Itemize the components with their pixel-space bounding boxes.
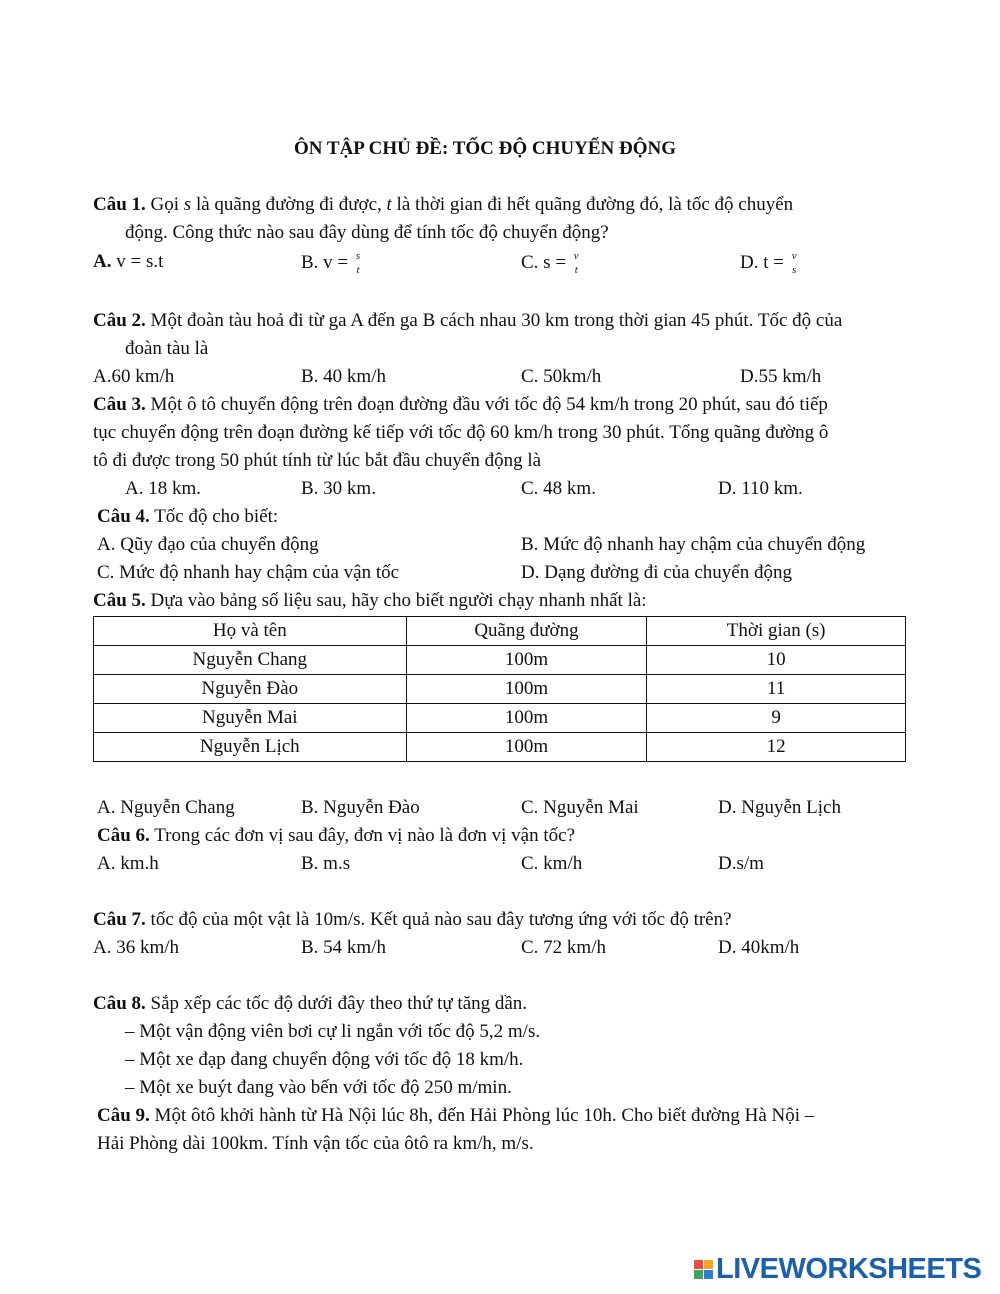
logo-text: LIVEWORKSHEETS [716,1252,982,1285]
question-6: Câu 6. Trong các đơn vị sau đây, đơn vị nào là đơn vị vận tốc? [97,825,575,846]
table-cell: 12 [647,733,906,762]
table-header-cell: Họ và tên [94,617,407,646]
question-5-option-a[interactable]: A. Nguyễn Chang [97,797,235,818]
question-3-line-3: tô đi được trong 50 phút tính từ lúc bắt đầu chuyển động là [93,450,542,471]
question-1: Câu 1. Gọi s là quãng đường đi được, t là thời gian đi hết quãng đường đó, là tốc độ chuyển [93,194,794,215]
question-4-option-c[interactable]: C. Mức độ nhanh hay chậm của vận tốc [97,562,400,583]
question-5: Câu 5. Dựa vào bảng số liệu sau, hãy cho biết người chạy nhanh nhất là: [93,590,647,611]
question-1-label: Câu 1. [93,194,146,215]
liveworksheets-logo [694,1253,981,1285]
question-2-line-2: đoàn tàu là [125,338,209,359]
question-8-item-3: – Một xe buýt đang vào bến với tốc độ 250 m/min. [125,1077,512,1098]
question-9-line-2: Hải Phòng dài 100km. Tính vận tốc của ôtô ra km/h, m/s. [97,1133,534,1154]
table-cell: 100m [406,704,647,733]
question-6-option-c[interactable]: C. km/h [521,853,583,874]
table-cell: 100m [406,733,647,762]
logo-blocks-icon [694,1260,713,1279]
table-cell: 100m [406,675,647,704]
question-3-option-d[interactable]: D. 110 km. [718,478,803,499]
table-cell: Nguyễn Đào [94,675,407,704]
table-cell: 9 [647,704,906,733]
question-7: Câu 7. tốc độ của một vật là 10m/s. Kết quả nào sau đây tương ứng với tốc độ trên? [93,909,732,930]
question-7-option-d[interactable]: D. 40km/h [718,937,800,958]
fraction: v t [573,250,579,276]
question-4-option-d[interactable]: D. Dạng đường đi của chuyển động [521,562,792,583]
table-row [94,733,906,762]
question-1-line-2: động. Công thức nào sau đây dùng để tính tốc độ chuyển động? [125,222,609,243]
question-1-option-b[interactable]: B. v = s t [301,250,361,276]
question-4-option-b[interactable]: B. Mức độ nhanh hay chậm của chuyển động [521,534,866,555]
question-1-option-c[interactable]: C. s = v t [521,250,579,276]
table-cell: Nguyễn Chang [94,646,407,675]
table-cell: 11 [647,675,906,704]
question-7-option-a[interactable]: A. 36 km/h [93,937,180,958]
question-2-option-a[interactable]: A.60 km/h [93,366,175,387]
question-2-option-d[interactable]: D.55 km/h [740,366,822,387]
question-1-option-a[interactable]: A. v = s.t [93,251,164,272]
question-3-option-a[interactable]: A. 18 km. [125,478,201,499]
question-5-option-c[interactable]: C. Nguyễn Mai [521,797,639,818]
speed-table [93,616,906,762]
question-3-option-c[interactable]: C. 48 km. [521,478,596,499]
fraction: s t [355,250,361,276]
table-header-cell: Thời gian (s) [647,617,906,646]
fraction: v s [791,250,797,276]
table-row [94,675,906,704]
page-title: ÔN TẬP CHỦ ĐỀ: TỐC ĐỘ CHUYỂN ĐỘNG [294,138,676,159]
table-cell: 10 [647,646,906,675]
table-cell: Nguyễn Lịch [94,733,407,762]
question-3-line-2: tục chuyển động trên đoạn đường kế tiếp với tốc độ 60 km/h trong 30 phút. Tổng quãng đường ô [93,422,829,443]
table-header-cell: Quãng đường [406,617,647,646]
question-5-option-b[interactable]: B. Nguyễn Đào [301,797,420,818]
table-header-row [94,617,906,646]
question-2-option-b[interactable]: B. 40 km/h [301,366,386,387]
question-7-option-b[interactable]: B. 54 km/h [301,937,386,958]
question-6-option-a[interactable]: A. km.h [97,853,159,874]
table-cell: 100m [406,646,647,675]
table-cell: Nguyễn Mai [94,704,407,733]
question-2-option-c[interactable]: C. 50km/h [521,366,602,387]
question-3: Câu 3. Một ô tô chuyển động trên đoạn đường đầu với tốc độ 54 km/h trong 20 phút, sau đó tiếp [93,394,828,415]
question-8-item-1: – Một vận động viên bơi cự li ngắn với tốc độ 5,2 m/s. [125,1021,541,1042]
question-2: Câu 2. Một đoàn tàu hoả đi từ ga A đến ga B cách nhau 30 km trong thời gian 45 phút. Tốc độ của [93,310,843,331]
question-6-option-d[interactable]: D.s/m [718,853,764,874]
question-5-option-d[interactable]: D. Nguyễn Lịch [718,797,841,818]
question-4-option-a[interactable]: A. Qũy đạo của chuyển động [97,534,319,555]
question-3-option-b[interactable]: B. 30 km. [301,478,376,499]
question-1-option-d[interactable]: D. t = v s [740,250,797,276]
question-8: Câu 8. Sắp xếp các tốc độ dưới đây theo thứ tự tăng dần. [93,993,528,1014]
question-8-item-2: – Một xe đạp đang chuyển động với tốc độ 18 km/h. [125,1049,524,1070]
question-4: Câu 4. Tốc độ cho biết: [97,506,279,527]
question-9: Câu 9. Một ôtô khởi hành từ Hà Nội lúc 8h, đến Hải Phòng lúc 10h. Cho biết đường Hà Nội – [97,1105,815,1126]
table-row [94,704,906,733]
question-6-option-b[interactable]: B. m.s [301,853,351,874]
question-7-option-c[interactable]: C. 72 km/h [521,937,606,958]
table-row [94,646,906,675]
